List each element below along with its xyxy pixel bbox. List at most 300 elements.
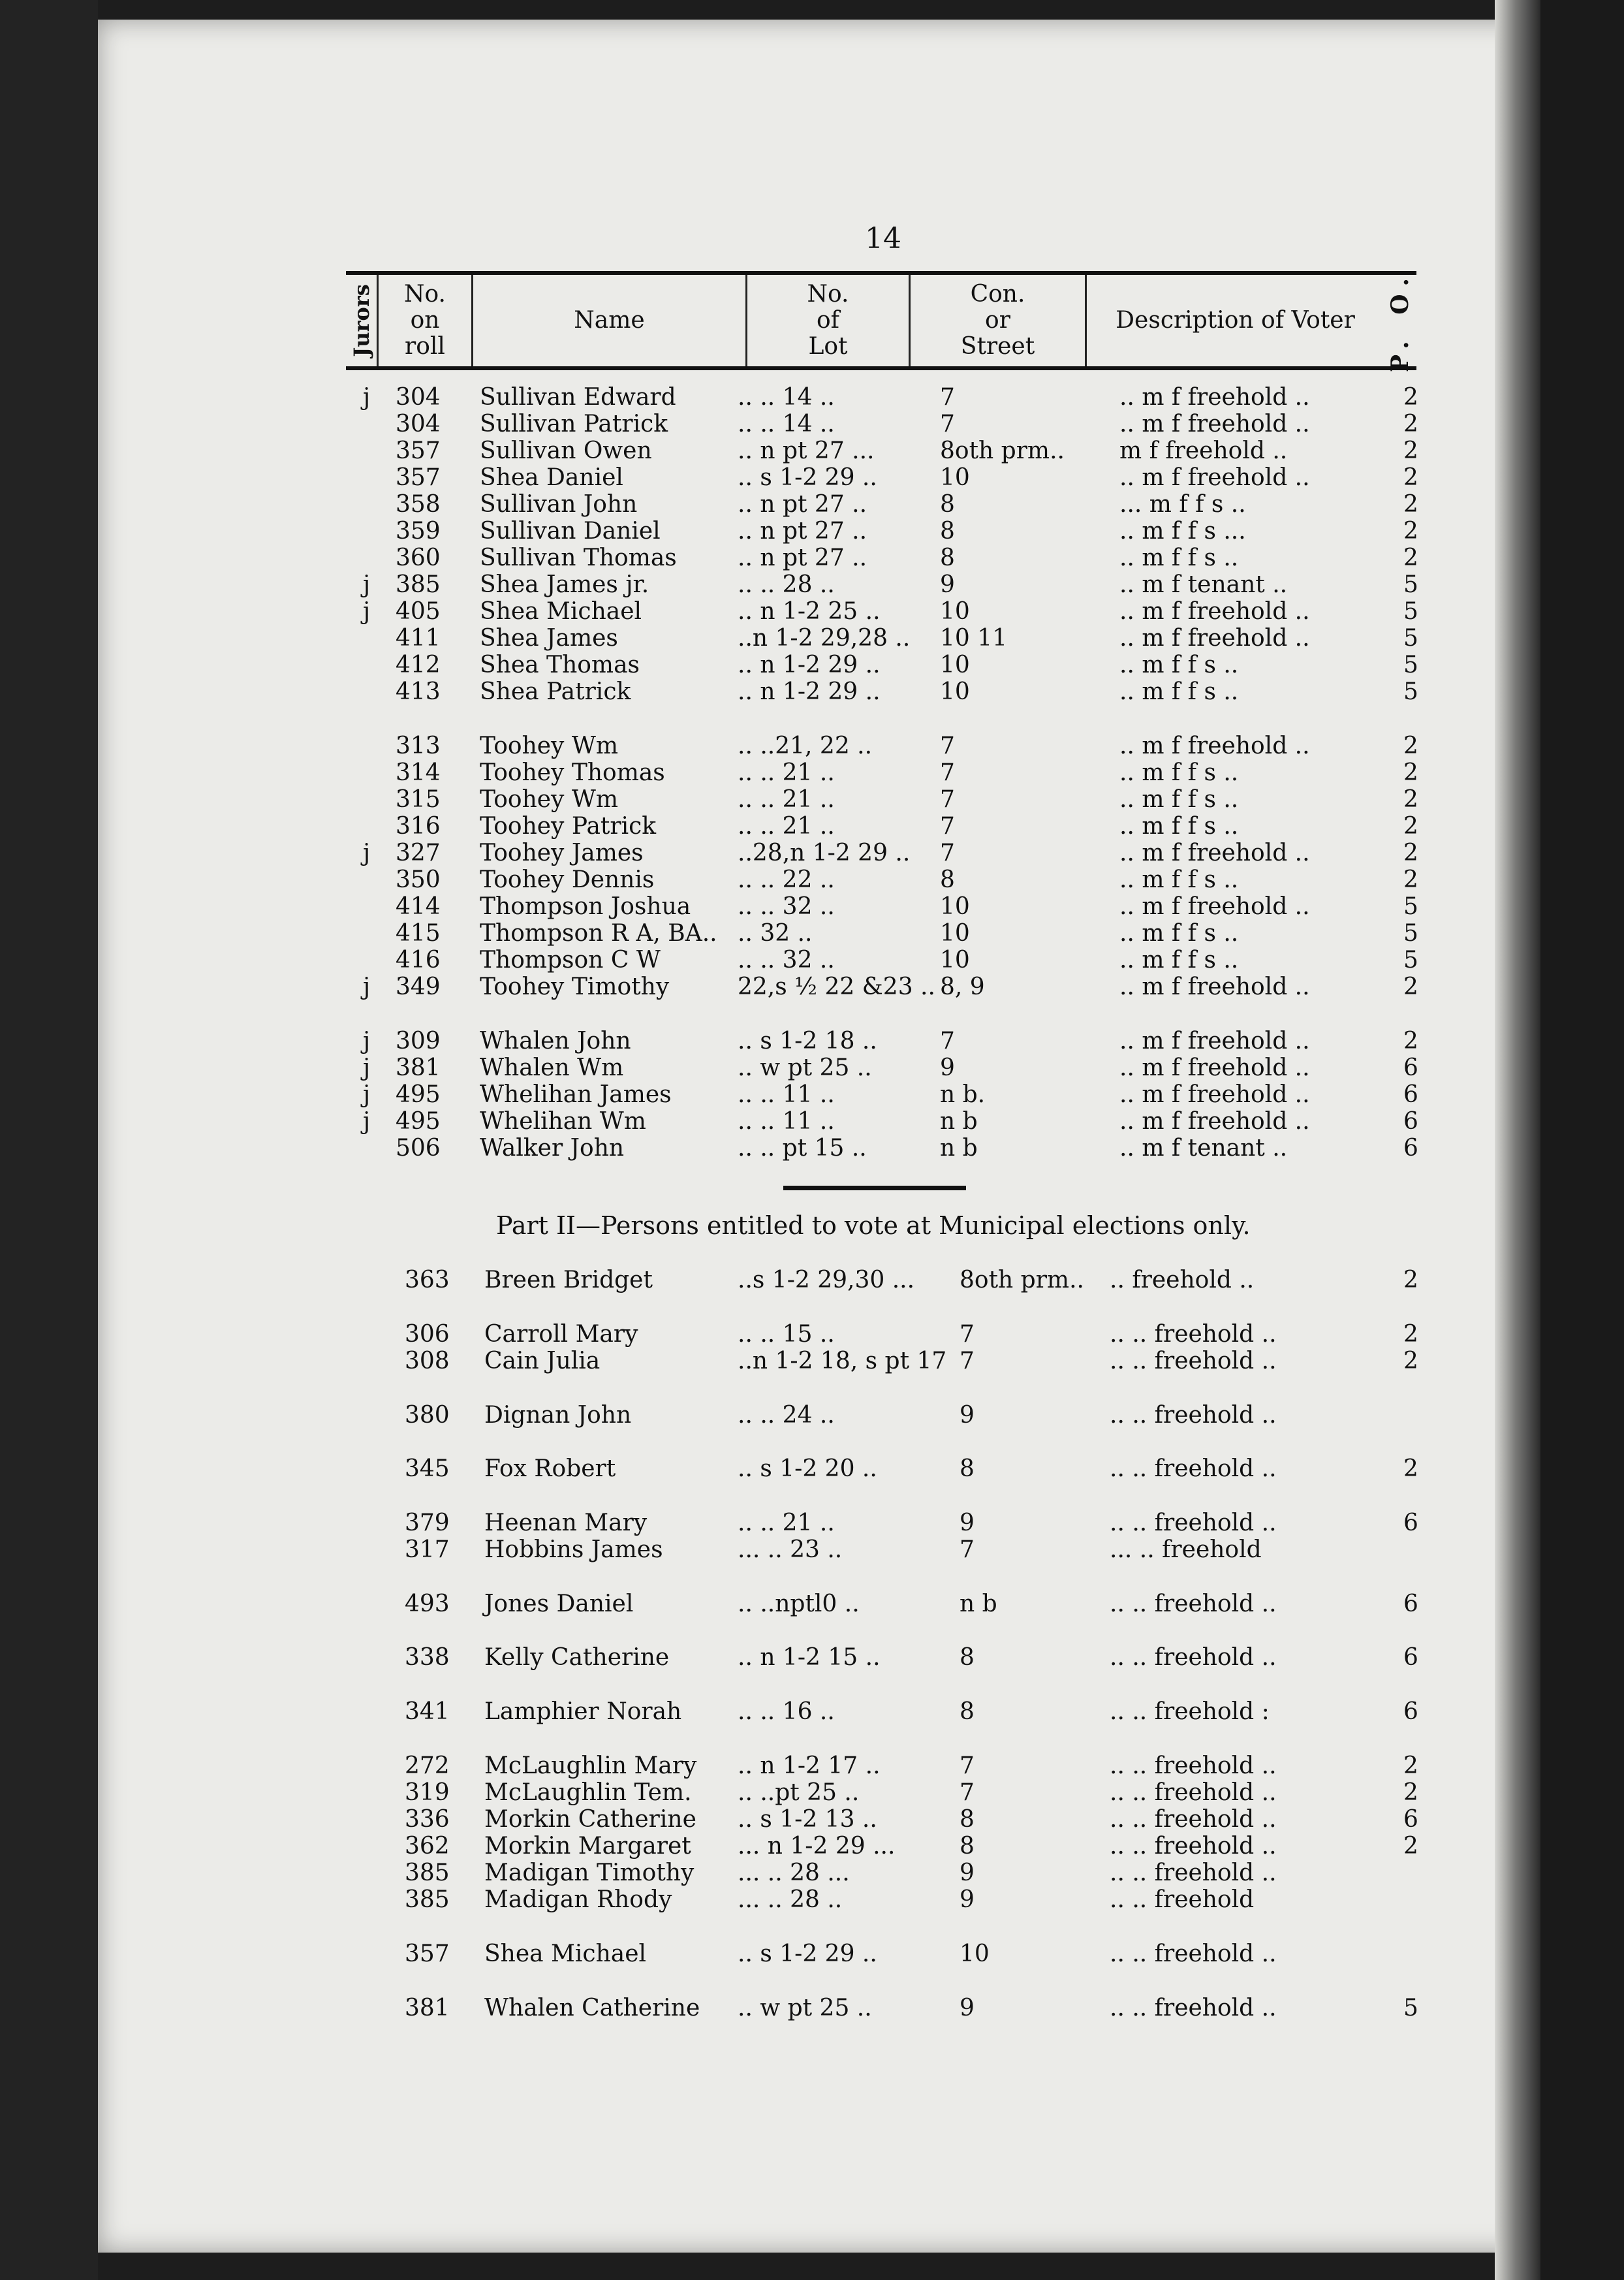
- roll-number: 360: [396, 545, 441, 571]
- voter-name: McLaughlin Tem.: [484, 1779, 692, 1806]
- header-no-of-lot: No. of Lot: [747, 275, 911, 366]
- lot-number: .. .. 11 ..: [738, 1108, 835, 1135]
- roll-number: 338: [405, 1644, 450, 1671]
- lot-number: .. s 1-2 29 ..: [738, 464, 877, 491]
- lot-number: .. .. 14 ..: [738, 384, 835, 411]
- voter-description: .. m f tenant ..: [1119, 1135, 1288, 1162]
- table-row: [0, 1833, 1624, 1860]
- concession: 7: [940, 1028, 955, 1054]
- table-row: [0, 411, 1624, 438]
- concession: 10: [940, 678, 970, 705]
- table-row: [0, 491, 1624, 518]
- roll-number: 506: [396, 1135, 441, 1162]
- lot-number: .. .. 15 ..: [738, 1321, 835, 1348]
- roll-number: 414: [396, 893, 441, 920]
- lot-number: ... n 1-2 29 ...: [738, 1833, 896, 1860]
- post-office: 5: [1403, 598, 1418, 625]
- roll-number: 493: [405, 1591, 450, 1617]
- lot-number: .. .. 11 ..: [738, 1081, 835, 1108]
- voter-name: Cain Julia: [484, 1348, 601, 1374]
- post-office: 6: [1403, 1698, 1418, 1725]
- concession: 9: [960, 1510, 975, 1536]
- table-row: [0, 545, 1624, 572]
- voter-name: Thompson C W: [480, 947, 661, 974]
- concession: 10: [940, 893, 970, 920]
- post-office: 6: [1403, 1108, 1418, 1135]
- voter-name: Whelihan Wm: [480, 1108, 646, 1135]
- juror-mark: j: [363, 1081, 371, 1108]
- roll-number: 306: [405, 1321, 450, 1348]
- lot-number: 22,s ½ 22 &23 ..: [738, 974, 935, 1000]
- voter-name: Shea Thomas: [480, 652, 640, 678]
- table-row: [0, 1806, 1624, 1833]
- concession: 7: [940, 384, 955, 411]
- lot-number: .. s 1-2 13 ..: [738, 1806, 877, 1833]
- roll-number: 357: [405, 1940, 450, 1967]
- lot-number: .. .. 21 ..: [738, 786, 835, 813]
- voter-name: Toohey James: [480, 840, 644, 866]
- concession: 8: [960, 1698, 975, 1725]
- roll-number: 381: [405, 1995, 450, 2021]
- voter-description: m f freehold ..: [1119, 437, 1288, 464]
- table-row: [0, 786, 1624, 814]
- post-office: 6: [1403, 1806, 1418, 1833]
- part2-heading: Part II—Persons entitled to vote at Municipal elections only.: [496, 1211, 1251, 1240]
- concession: 9: [960, 1886, 975, 1913]
- post-office: 2: [1403, 1455, 1418, 1482]
- concession: 7: [940, 411, 955, 437]
- table-row: [0, 1348, 1624, 1375]
- voter-name: Morkin Margaret: [484, 1833, 691, 1860]
- roll-number: 385: [405, 1860, 450, 1886]
- voter-description: .. .. freehold ..: [1110, 1321, 1277, 1348]
- roll-number: 336: [405, 1806, 450, 1833]
- post-office: 2: [1403, 518, 1418, 545]
- post-office: 6: [1403, 1644, 1418, 1671]
- concession: 7: [940, 786, 955, 813]
- voter-name: Heenan Mary: [484, 1510, 648, 1536]
- table-row: [0, 1886, 1624, 1914]
- voter-description: .. .. freehold ..: [1110, 1833, 1277, 1860]
- voter-description: .. freehold ..: [1110, 1267, 1255, 1293]
- voter-name: Madigan Timothy: [484, 1860, 695, 1886]
- roll-number: 309: [396, 1028, 441, 1054]
- concession: 9: [940, 1054, 955, 1081]
- voter-description: .. .. freehold ..: [1110, 1510, 1277, 1536]
- voter-name: Sullivan John: [480, 491, 638, 518]
- voter-description: .. m f tenant ..: [1119, 571, 1288, 598]
- voter-name: Walker John: [480, 1135, 625, 1162]
- roll-number: 381: [396, 1054, 441, 1081]
- voter-description: .. m f freehold ..: [1119, 974, 1310, 1000]
- voter-description: .. .. freehold ..: [1110, 1806, 1277, 1833]
- table-row: [0, 893, 1624, 921]
- lot-number: .. n 1-2 29 ..: [738, 678, 881, 705]
- voter-name: Whalen Catherine: [484, 1995, 700, 2021]
- voter-name: Shea James jr.: [480, 571, 649, 598]
- roll-number: 345: [405, 1455, 450, 1482]
- post-office: 2: [1403, 1833, 1418, 1860]
- voter-name: Thompson R A, BA..: [480, 920, 717, 947]
- juror-mark: j: [363, 840, 371, 866]
- concession: n b: [940, 1108, 978, 1135]
- table-row: [0, 1940, 1624, 1968]
- juror-mark: j: [363, 384, 371, 411]
- concession: 9: [940, 571, 955, 598]
- voter-name: Sullivan Patrick: [480, 411, 668, 437]
- voter-name: Toohey Dennis: [480, 866, 655, 893]
- lot-number: .. .. 14 ..: [738, 411, 835, 437]
- lot-number: .. .. 21 ..: [738, 813, 835, 840]
- header-con-or-street: Con. or Street: [911, 275, 1087, 366]
- post-office: 2: [1403, 545, 1418, 571]
- post-office: 5: [1403, 571, 1418, 598]
- voter-description: .. m f f s ..: [1119, 678, 1239, 705]
- table-row: [0, 1028, 1624, 1055]
- roll-number: 385: [396, 571, 441, 598]
- post-office: 2: [1403, 786, 1418, 813]
- voter-description: .. m f freehold ..: [1119, 411, 1310, 437]
- table-row: [0, 1081, 1624, 1109]
- concession: 10: [940, 947, 970, 974]
- post-office: 5: [1403, 652, 1418, 678]
- post-office: 6: [1403, 1135, 1418, 1162]
- voter-description: .. m f f s ..: [1119, 813, 1239, 840]
- voter-description: .. m f f s ..: [1119, 947, 1239, 974]
- voter-description: ... .. freehold: [1110, 1536, 1262, 1563]
- page-number: 14: [865, 222, 901, 255]
- voter-name: Toohey Wm: [480, 786, 618, 813]
- concession: 7: [960, 1779, 975, 1806]
- concession: 8oth prm..: [940, 437, 1065, 464]
- lot-number: .. n 1-2 15 ..: [738, 1644, 881, 1671]
- table-row: [0, 652, 1624, 679]
- table-row: [0, 1591, 1624, 1618]
- table-row: [0, 384, 1624, 411]
- post-office: 2: [1403, 1779, 1418, 1806]
- table-row: [0, 571, 1624, 599]
- voter-description: .. m f freehold ..: [1119, 1081, 1310, 1108]
- table-row: [0, 1752, 1624, 1780]
- roll-number: 272: [405, 1752, 450, 1779]
- voter-name: Madigan Rhody: [484, 1886, 672, 1913]
- voter-name: Kelly Catherine: [484, 1644, 670, 1671]
- table-row: [0, 1135, 1624, 1162]
- voter-name: Sullivan Daniel: [480, 518, 661, 545]
- concession: 7: [960, 1321, 975, 1348]
- post-office: 2: [1403, 384, 1418, 411]
- roll-number: 412: [396, 652, 441, 678]
- table-row: [0, 866, 1624, 894]
- voter-name: Lamphier Norah: [484, 1698, 682, 1725]
- post-office: 5: [1403, 1995, 1418, 2021]
- concession: 7: [940, 840, 955, 866]
- voter-description: .. m f f s ..: [1119, 759, 1239, 786]
- lot-number: .. n 1-2 29 ..: [738, 652, 881, 678]
- concession: n b: [960, 1591, 997, 1617]
- voter-description: .. .. freehold ..: [1110, 1455, 1277, 1482]
- table-row: [0, 947, 1624, 974]
- table-row: [0, 1779, 1624, 1807]
- lot-number: .. .. 24 ..: [738, 1402, 835, 1429]
- lot-number: ... .. 28 ..: [738, 1886, 843, 1913]
- lot-number: .. .. 22 ..: [738, 866, 835, 893]
- voter-description: .. .. freehold: [1110, 1886, 1255, 1913]
- concession: 9: [960, 1995, 975, 2021]
- roll-number: 405: [396, 598, 441, 625]
- voter-name: Whalen Wm: [480, 1054, 624, 1081]
- voter-description: .. m f f s ..: [1119, 920, 1239, 947]
- roll-number: 319: [405, 1779, 450, 1806]
- table-row: [0, 813, 1624, 840]
- roll-number: 411: [396, 625, 441, 652]
- lot-number: ..28,n 1-2 29 ..: [738, 840, 911, 866]
- table-row: [0, 625, 1624, 652]
- voter-description: .. m f f s ..: [1119, 866, 1239, 893]
- lot-number: ... .. 23 ..: [738, 1536, 843, 1563]
- voter-name: Carroll Mary: [484, 1321, 638, 1348]
- juror-mark: j: [363, 1108, 371, 1135]
- lot-number: .. .. 32 ..: [738, 947, 835, 974]
- header-no-on-roll: No. on roll: [379, 275, 473, 366]
- roll-number: 415: [396, 920, 441, 947]
- roll-number: 327: [396, 840, 441, 866]
- table-row: [0, 518, 1624, 545]
- voter-name: Shea Patrick: [480, 678, 631, 705]
- lot-number: .. w pt 25 ..: [738, 1054, 872, 1081]
- voter-description: .. .. freehold ..: [1110, 1995, 1277, 2021]
- voter-name: Jones Daniel: [484, 1591, 634, 1617]
- voter-description: .. .. freehold ..: [1110, 1348, 1277, 1374]
- voter-description: ... m f f s ..: [1119, 491, 1246, 518]
- table-row: [0, 974, 1624, 1001]
- table-row: [0, 1267, 1624, 1294]
- voter-name: Dignan John: [484, 1402, 632, 1429]
- post-office: 2: [1403, 1267, 1418, 1293]
- roll-number: 315: [396, 786, 441, 813]
- lot-number: ..n 1-2 29,28 ..: [738, 625, 911, 652]
- concession: 8: [960, 1806, 975, 1833]
- table-row: [0, 759, 1624, 787]
- table-row: [0, 437, 1624, 465]
- lot-number: .. .. 21 ..: [738, 1510, 835, 1536]
- voter-description: .. m f freehold ..: [1119, 733, 1310, 759]
- juror-mark: j: [363, 1028, 371, 1054]
- post-office: 5: [1403, 625, 1418, 652]
- post-office: 6: [1403, 1510, 1418, 1536]
- voter-name: Sullivan Owen: [480, 437, 652, 464]
- roll-number: 349: [396, 974, 441, 1000]
- voter-description: .. m f freehold ..: [1119, 1108, 1310, 1135]
- header-jurors: Jurors: [346, 275, 379, 366]
- post-office: 2: [1403, 437, 1418, 464]
- roll-number: 385: [405, 1886, 450, 1913]
- concession: 8: [940, 518, 955, 545]
- header-description: Description of Voter: [1116, 307, 1355, 334]
- voter-name: Whelihan James: [480, 1081, 672, 1108]
- voter-name: Hobbins James: [484, 1536, 663, 1563]
- concession: 8: [960, 1644, 975, 1671]
- post-office: 5: [1403, 920, 1418, 947]
- voter-name: Thompson Joshua: [480, 893, 691, 920]
- lot-number: .. n pt 27 ..: [738, 545, 867, 571]
- section-divider: [783, 1186, 966, 1190]
- voter-description: .. m f freehold ..: [1119, 840, 1310, 866]
- post-office: 5: [1403, 947, 1418, 974]
- voter-name: Toohey Patrick: [480, 813, 657, 840]
- table-row: [0, 464, 1624, 492]
- post-office: 2: [1403, 1348, 1418, 1374]
- post-office: 6: [1403, 1591, 1418, 1617]
- post-office: 2: [1403, 866, 1418, 893]
- table-row: [0, 678, 1624, 706]
- voter-description: .. .. freehold :: [1110, 1698, 1270, 1725]
- post-office: 2: [1403, 491, 1418, 518]
- roll-number: 357: [396, 464, 441, 491]
- voter-description: .. .. freehold ..: [1110, 1752, 1277, 1779]
- roll-number: 313: [396, 733, 441, 759]
- table-row: [0, 1860, 1624, 1887]
- lot-number: .. 32 ..: [738, 920, 813, 947]
- header-po: P. O.: [1386, 269, 1414, 372]
- voter-description: .. .. freehold ..: [1110, 1402, 1277, 1429]
- voter-name: Shea Michael: [484, 1940, 647, 1967]
- concession: 9: [960, 1860, 975, 1886]
- voter-description: .. .. freehold ..: [1110, 1940, 1277, 1967]
- voter-description: .. .. freehold ..: [1110, 1860, 1277, 1886]
- voter-description: .. m f freehold ..: [1119, 384, 1310, 411]
- concession: 8: [940, 491, 955, 518]
- concession: n b: [940, 1135, 978, 1162]
- concession: 7: [960, 1752, 975, 1779]
- roll-number: 304: [396, 384, 441, 411]
- concession: 10: [940, 598, 970, 625]
- lot-number: ... .. 28 ...: [738, 1860, 850, 1886]
- table-row: [0, 840, 1624, 867]
- lot-number: .. s 1-2 29 ..: [738, 1940, 877, 1967]
- post-office: 2: [1403, 733, 1418, 759]
- lot-number: .. .. 28 ..: [738, 571, 835, 598]
- voter-name: Sullivan Thomas: [480, 545, 677, 571]
- concession: 8: [960, 1833, 975, 1860]
- post-office: 5: [1403, 893, 1418, 920]
- table-row: [0, 1698, 1624, 1726]
- voter-description: .. .. freehold ..: [1110, 1779, 1277, 1806]
- voter-description: .. .. freehold ..: [1110, 1644, 1277, 1671]
- concession: n b.: [940, 1081, 986, 1108]
- concession: 8, 9: [940, 974, 985, 1000]
- voter-description: .. .. freehold ..: [1110, 1591, 1277, 1617]
- table-header: [346, 271, 1416, 370]
- roll-number: 304: [396, 411, 441, 437]
- juror-mark: j: [363, 974, 371, 1000]
- lot-number: .. n pt 27 ..: [738, 491, 867, 518]
- voter-description: .. m f f s ..: [1119, 652, 1239, 678]
- table-row: [0, 1536, 1624, 1564]
- juror-mark: j: [363, 1054, 371, 1081]
- juror-mark: j: [363, 571, 371, 598]
- lot-number: .. ..21, 22 ..: [738, 733, 873, 759]
- table-row: [0, 1108, 1624, 1135]
- concession: 7: [960, 1536, 975, 1563]
- voter-name: Toohey Timothy: [480, 974, 670, 1000]
- concession: 7: [940, 733, 955, 759]
- roll-number: 495: [396, 1081, 441, 1108]
- roll-number: 379: [405, 1510, 450, 1536]
- concession: 10: [940, 464, 970, 491]
- lot-number: .. n pt 27 ..: [738, 518, 867, 545]
- voter-description: .. m f f s ..: [1119, 786, 1239, 813]
- voter-description: .. m f f s ..: [1119, 545, 1239, 571]
- concession: 10 11: [940, 625, 1008, 652]
- concession: 7: [940, 759, 955, 786]
- table-row: [0, 1402, 1624, 1429]
- voter-name: Shea James: [480, 625, 618, 652]
- table-row: [0, 1510, 1624, 1537]
- table-row: [0, 598, 1624, 625]
- lot-number: .. s 1-2 20 ..: [738, 1455, 877, 1482]
- roll-number: 363: [405, 1267, 450, 1293]
- voter-name: Fox Robert: [484, 1455, 616, 1482]
- table-row: [0, 1054, 1624, 1082]
- table-row: [0, 1995, 1624, 2022]
- lot-number: .. ..pt 25 ..: [738, 1779, 860, 1806]
- voter-name: Shea Michael: [480, 598, 642, 625]
- voter-name: Morkin Catherine: [484, 1806, 696, 1833]
- voter-description: .. m f freehold ..: [1119, 893, 1310, 920]
- concession: 10: [960, 1940, 990, 1967]
- roll-number: 308: [405, 1348, 450, 1374]
- table-row: [0, 920, 1624, 947]
- roll-number: 495: [396, 1108, 441, 1135]
- lot-number: .. n pt 27 ...: [738, 437, 875, 464]
- juror-mark: j: [363, 598, 371, 625]
- concession: 10: [940, 652, 970, 678]
- post-office: 2: [1403, 840, 1418, 866]
- table-row: [0, 1455, 1624, 1483]
- post-office: 2: [1403, 759, 1418, 786]
- lot-number: .. w pt 25 ..: [738, 1995, 872, 2021]
- lot-number: .. .. 21 ..: [738, 759, 835, 786]
- post-office: 6: [1403, 1054, 1418, 1081]
- lot-number: .. ..nptl0 ..: [738, 1591, 860, 1617]
- roll-number: 314: [396, 759, 441, 786]
- lot-number: .. s 1-2 18 ..: [738, 1028, 877, 1054]
- roll-number: 359: [396, 518, 441, 545]
- concession: 8: [960, 1455, 975, 1482]
- post-office: 2: [1403, 411, 1418, 437]
- roll-number: 380: [405, 1402, 450, 1429]
- voter-name: Whalen John: [480, 1028, 631, 1054]
- lot-number: ..s 1-2 29,30 ...: [738, 1267, 915, 1293]
- concession: 8: [940, 866, 955, 893]
- roll-number: 341: [405, 1698, 450, 1725]
- roll-number: 317: [405, 1536, 450, 1563]
- lot-number: .. n 1-2 25 ..: [738, 598, 881, 625]
- roll-number: 357: [396, 437, 441, 464]
- lot-number: .. .. 32 ..: [738, 893, 835, 920]
- concession: 10: [940, 920, 970, 947]
- voter-name: Sullivan Edward: [480, 384, 676, 411]
- voter-description: .. m f f s ...: [1119, 518, 1246, 545]
- voter-name: Toohey Wm: [480, 733, 618, 759]
- post-office: 2: [1403, 1028, 1418, 1054]
- lot-number: .. n 1-2 17 ..: [738, 1752, 881, 1779]
- roll-number: 362: [405, 1833, 450, 1860]
- table-row: [0, 1321, 1624, 1348]
- roll-number: 416: [396, 947, 441, 974]
- voter-name: Breen Bridget: [484, 1267, 653, 1293]
